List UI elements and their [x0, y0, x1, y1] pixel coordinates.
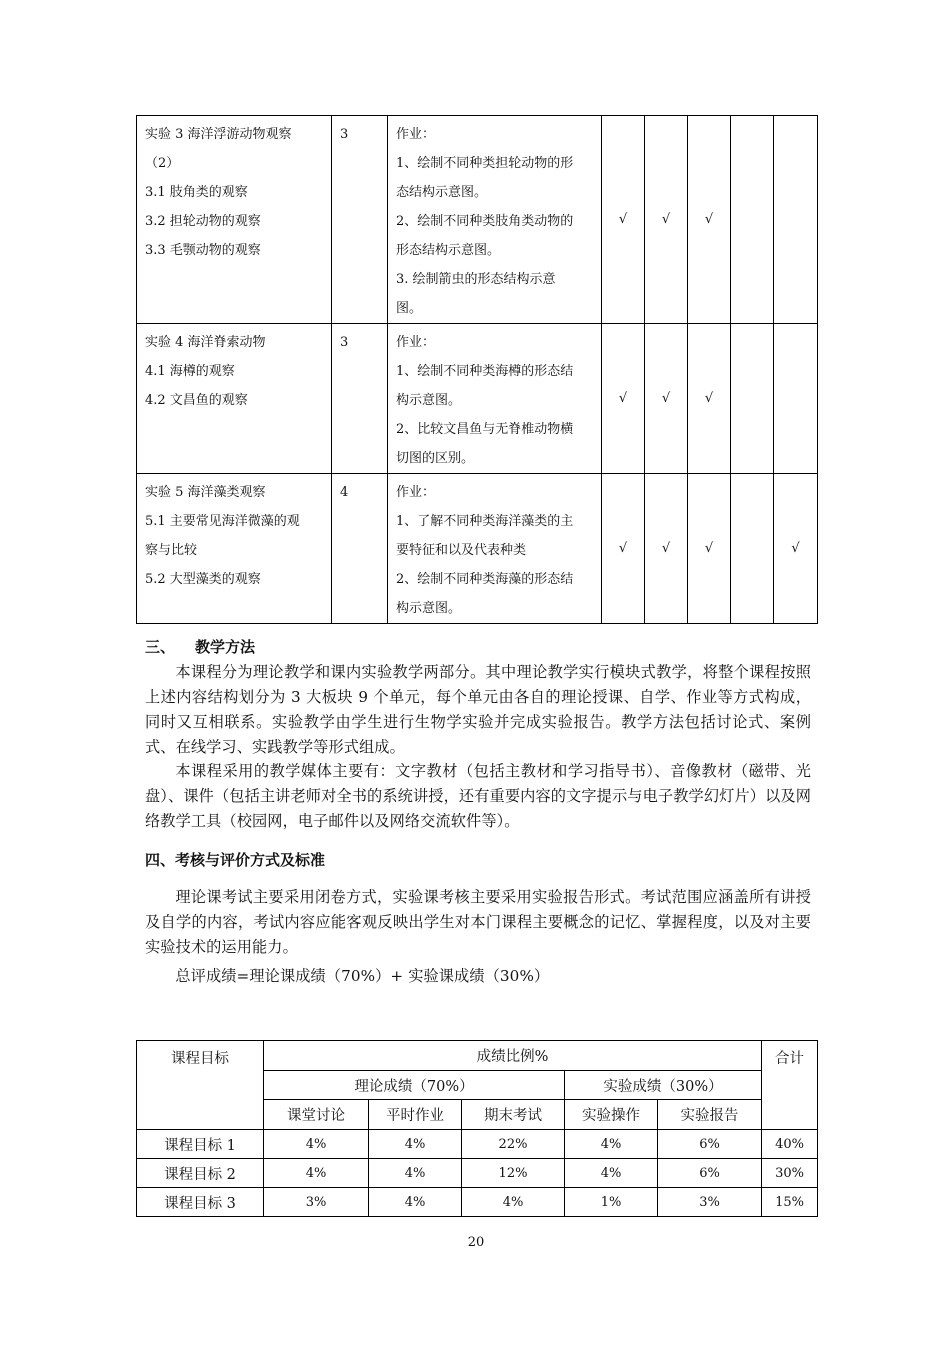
objective-check-mark: √ [602, 474, 645, 624]
header-course-goal: 课程目标 [137, 1041, 264, 1130]
objective-check-mark: √ [602, 116, 645, 324]
experiment-homework-line: 作业： [396, 335, 436, 350]
experiment-homework-line: 形态结构示意图。 [396, 243, 501, 258]
experiment-homework-line: 2、绘制不同种类海藻的形态结 [396, 572, 574, 587]
experiment-content-line: 实验 3 海洋浮游动物观察 [145, 127, 292, 142]
experiment-content-line: 3.3 毛颚动物的观察 [145, 243, 261, 258]
experiment-content-line: 4.1 海樽的观察 [145, 364, 235, 379]
section-3-heading [145, 636, 255, 657]
experiment-row [137, 474, 818, 624]
page-number: 20 [467, 1235, 485, 1250]
experiment-homework-cell [388, 116, 602, 324]
experiment-content-cell [137, 116, 332, 324]
experiment-homework-line: 1、了解不同种类海洋藻类的主 [396, 514, 574, 529]
grade-row-goal: 课程目标 1 [137, 1130, 264, 1159]
objective-check-mark [774, 324, 818, 474]
header-lab-grade: 实验成绩（30%） [565, 1071, 762, 1100]
grade-value-cell: 4% [565, 1159, 658, 1188]
grade-value-cell: 1% [565, 1188, 658, 1217]
section-4-paragraph-2: 总评成绩=理论课成绩（70%）+ 实验课成绩（30%） [175, 967, 550, 985]
experiment-hours-cell: 3 [332, 116, 388, 324]
objective-check-mark [731, 324, 774, 474]
experiment-homework-cell [388, 474, 602, 624]
section-3-paragraph-2: 本课程采用的教学媒体主要有：文字教材（包括主教材和学习指导书）、音像教材（磁带、光盘）、课件（包括主讲老师对全书的系统讲授，还有重要内容的文字提示与电子教学幻灯片）以及网络教学工具（校园网，电子邮件以及网络交流软件等）。 [145, 762, 811, 830]
experiment-content-line: （2） [145, 156, 180, 171]
experiment-content-line: 3.1 肢角类的观察 [145, 185, 248, 200]
grade-value-cell: 22% [462, 1130, 565, 1159]
experiment-content-line: 4.2 文昌鱼的观察 [145, 393, 248, 408]
experiment-content-line: 5.2 大型藻类的观察 [145, 572, 261, 587]
grade-row-goal: 课程目标 3 [137, 1188, 264, 1217]
grade-value-cell: 4% [264, 1130, 369, 1159]
grade-value-cell: 4% [565, 1130, 658, 1159]
experiment-homework-line: 作业： [396, 127, 436, 142]
grade-value-cell: 6% [658, 1159, 762, 1188]
experiment-content-line: 3.2 担轮动物的观察 [145, 214, 261, 229]
experiment-homework-line: 构示意图。 [396, 393, 462, 408]
header-lab-report: 实验报告 [658, 1100, 762, 1130]
objective-check-mark: √ [645, 324, 688, 474]
experiment-homework-line: 构示意图。 [396, 601, 462, 616]
experiment-homework-line: 3. 绘制箭虫的形态结构示意 [396, 272, 556, 287]
grade-value-cell: 4% [462, 1188, 565, 1217]
experiment-content-line: 5.1 主要常见海洋微藻的观 [145, 514, 300, 529]
experiment-homework-line: 2、比较文昌鱼与无脊椎动物横 [396, 422, 574, 437]
header-lab-operation: 实验操作 [565, 1100, 658, 1130]
grade-value-cell: 6% [658, 1130, 762, 1159]
experiment-content-cell [137, 324, 332, 474]
objective-check-mark: √ [774, 474, 818, 624]
experiment-content-line: 察与比较 [145, 543, 198, 558]
grade-row-goal: 课程目标 2 [137, 1159, 264, 1188]
objective-check-mark: √ [688, 116, 731, 324]
section-4-paragraph-1: 理论课考试主要采用闭卷方式，实验课考核主要采用实验报告形式。考试范围应涵盖所有讲授及自学的内容，考试内容应能客观反映出学生对本门课程主要概念的记忆、掌握程度，以及对主要实验技术的运用能力。 [145, 888, 811, 956]
section-4-heading: 四、考核与评价方式及标准 [145, 851, 326, 869]
experiment-hours-cell: 3 [332, 324, 388, 474]
header-class-discussion: 课堂讨论 [264, 1100, 369, 1130]
grade-row [137, 1130, 818, 1159]
grade-value-cell: 3% [264, 1188, 369, 1217]
section-3-title: 教学方法 [195, 638, 256, 656]
experiment-hours-cell: 4 [332, 474, 388, 624]
header-theory-grade: 理论成绩（70%） [264, 1071, 565, 1100]
grade-row [137, 1159, 818, 1188]
objective-check-mark [731, 116, 774, 324]
experiment-homework-line: 作业： [396, 485, 436, 500]
grade-value-cell: 4% [369, 1130, 462, 1159]
grade-table [136, 1040, 818, 1217]
grade-value-cell: 4% [369, 1188, 462, 1217]
experiment-row [137, 116, 818, 324]
experiment-homework-line: 态结构示意图。 [396, 185, 488, 200]
experiment-content-cell [137, 474, 332, 624]
objective-check-mark: √ [645, 116, 688, 324]
header-total: 合计 [762, 1041, 818, 1130]
header-regular-homework: 平时作业 [369, 1100, 462, 1130]
grade-row [137, 1188, 818, 1217]
objective-check-mark [774, 116, 818, 324]
experiment-homework-line: 图。 [396, 301, 423, 316]
header-grade-ratio: 成绩比例% [264, 1041, 762, 1071]
grade-value-cell: 4% [369, 1159, 462, 1188]
experiment-homework-cell [388, 324, 602, 474]
section-3-number: 三、 [145, 638, 176, 656]
objective-check-mark: √ [688, 324, 731, 474]
objective-check-mark: √ [602, 324, 645, 474]
grade-row-total: 40% [762, 1130, 818, 1159]
objective-check-mark: √ [645, 474, 688, 624]
grade-value-cell: 4% [264, 1159, 369, 1188]
objective-check-mark: √ [688, 474, 731, 624]
experiment-content-line: 实验 4 海洋脊索动物 [145, 335, 266, 350]
grade-row-total: 30% [762, 1159, 818, 1188]
experiment-table [136, 115, 818, 624]
experiment-homework-line: 2、绘制不同种类肢角类动物的 [396, 214, 574, 229]
experiment-content-line: 实验 5 海洋藻类观察 [145, 485, 266, 500]
experiment-homework-line: 要特征和以及代表种类 [396, 543, 527, 558]
experiment-row [137, 324, 818, 474]
experiment-homework-line: 切图的区别。 [396, 451, 475, 466]
grade-value-cell: 3% [658, 1188, 762, 1217]
grade-value-cell: 12% [462, 1159, 565, 1188]
section-3-paragraph-1: 本课程分为理论教学和课内实验教学两部分。其中理论教学实行模块式教学，将整个课程按照上述内容结构划分为 3 大板块 9 个单元，每个单元由各自的理论授课、自学、作业等方式构成，同时又互相联系。实验教学由学生进行生物学实验并完成实验报告。教学方法包括讨论式、案例式、在线学习、实践教学等形式组成。 [145, 663, 811, 756]
experiment-homework-line: 1、绘制不同种类海樽的形态结 [396, 364, 574, 379]
grade-row-total: 15% [762, 1188, 818, 1217]
experiment-homework-line: 1、绘制不同种类担轮动物的形 [396, 156, 574, 171]
objective-check-mark [731, 474, 774, 624]
header-final-exam: 期末考试 [462, 1100, 565, 1130]
